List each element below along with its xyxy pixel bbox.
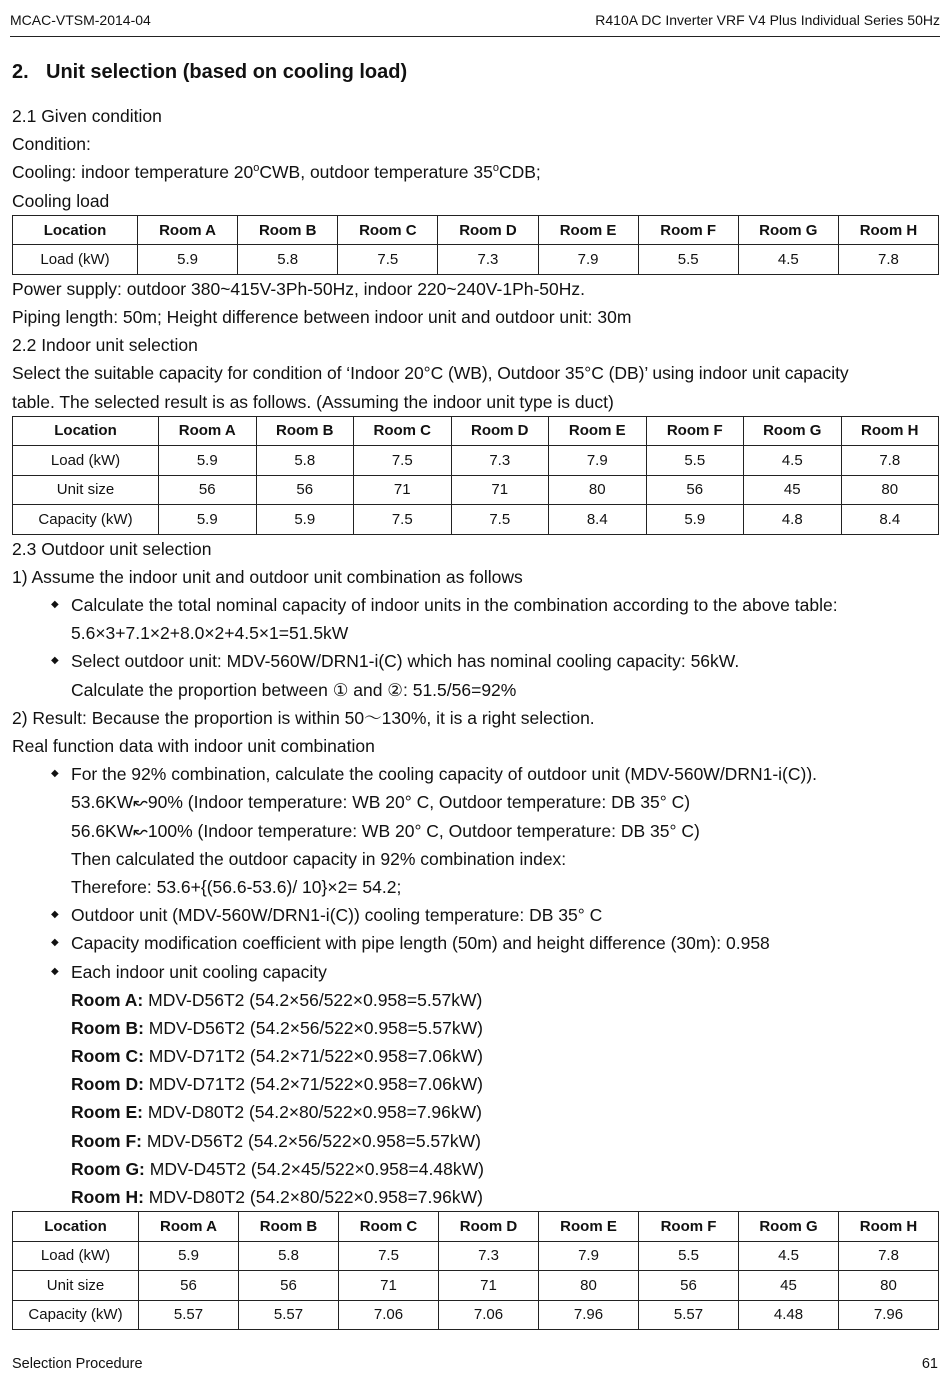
list-item [12, 958, 940, 986]
table-row [13, 1300, 939, 1330]
table-cell: 5.9 [138, 245, 238, 275]
room-capacity-line [12, 1155, 940, 1183]
bullet-icon: ◆ [51, 909, 59, 921]
table-cell: 5.5 [638, 245, 738, 275]
cooling-text-b: CWB, outdoor temperature 35 [259, 162, 493, 183]
indoor-unit-table [12, 416, 939, 535]
list-item [12, 901, 940, 929]
room-header: Room G [738, 215, 838, 245]
real-function-title: Real function data with indoor unit combination [12, 736, 375, 756]
table-cell: 8.4 [549, 505, 647, 535]
table-cell: 7.5 [354, 446, 452, 476]
degree-sup: o [253, 162, 260, 175]
table-cell: 8.4 [841, 505, 939, 535]
room-label: Room H: [71, 1187, 144, 1207]
table-cell: 7.5 [354, 505, 452, 535]
table-row [13, 245, 939, 275]
table-cell: 7.3 [451, 446, 549, 476]
table-cell: 56 [159, 475, 257, 505]
table-cell: 5.8 [239, 1241, 339, 1271]
table-row [13, 1241, 939, 1271]
table-row [13, 505, 939, 535]
table-cell: 80 [549, 475, 647, 505]
room-capacity-text: MDV-D80T2 (54.2×80/522×0.958=7.96kW) [142, 1102, 482, 1123]
table-cell: 5.5 [646, 446, 744, 476]
room-label: Room D: [71, 1074, 144, 1095]
table-cell: 80 [841, 475, 939, 505]
room-header: Room B [256, 416, 354, 446]
table-header-row [13, 215, 939, 245]
section-heading [12, 56, 940, 88]
assume-text: 1) Assume the indoor unit and outdoor unit combination as follows [12, 566, 523, 587]
table-cell: 45 [744, 475, 842, 505]
room-header: Room F [638, 215, 738, 245]
table-cell: 5.9 [159, 505, 257, 535]
room-header: Room E [549, 416, 647, 446]
table-cell: 7.9 [538, 245, 638, 275]
bullet-icon: ◆ [51, 768, 59, 780]
room-capacity-text: MDV-D56T2 (54.2×56/522×0.958=5.57kW) [143, 989, 483, 1010]
room-label: Room E: [71, 1102, 143, 1123]
list-item [12, 760, 940, 788]
page-number: 61 [921, 1356, 938, 1372]
room-label: Room G: [71, 1158, 145, 1179]
row-label: Load (kW) [13, 245, 138, 275]
list-item-text: Outdoor unit (MDV-560W/DRN1-i(C)) cooling temperature: DB 35° C [71, 905, 603, 926]
table-cell: 5.57 [139, 1300, 239, 1330]
table-cell: 7.9 [549, 446, 647, 476]
table-cell: 5.8 [256, 446, 354, 476]
table-row [13, 475, 939, 505]
table-cell: 7.96 [539, 1300, 639, 1330]
table-cell: 56 [256, 475, 354, 505]
table-cell: 7.3 [438, 245, 538, 275]
table-cell: 5.9 [159, 446, 257, 476]
room-capacity-line [12, 1014, 940, 1042]
table-cell: 4.5 [744, 446, 842, 476]
room-capacity-text: MDV-D80T2 (54.2×80/522×0.958=7.96kW) [143, 1187, 483, 1207]
room-header: Room E [539, 1212, 639, 1242]
row-label: Load (kW) [13, 1241, 139, 1271]
table-cell: 71 [354, 475, 452, 505]
room-label: Room F: [71, 1130, 142, 1151]
room-header: Room D [451, 416, 549, 446]
room-header: Room B [239, 1212, 339, 1242]
table-cell: 56 [646, 475, 744, 505]
row-label: Capacity (kW) [13, 1300, 139, 1330]
cooling-load-table [12, 215, 939, 275]
bullet-icon: ◆ [51, 655, 59, 667]
room-capacity-text: MDV-D71T2 (54.2×71/522×0.958=7.06kW) [143, 1074, 483, 1095]
given-title: 2.1 Given condition [12, 106, 162, 126]
room-header: Room E [538, 215, 638, 245]
table-cell: 4.48 [739, 1300, 839, 1330]
power-supply: Power supply: outdoor 380~415V-3Ph-50Hz, indoor 220~240V-1Ph-50Hz. [12, 278, 586, 299]
table-cell: 7.5 [339, 1241, 439, 1271]
list-item-continuation: Therefore: 53.6+{(56.6-53.6)/ 10}×2= 54.2; [71, 876, 402, 897]
room-header: Room C [354, 416, 452, 446]
condition-label: Condition: [12, 134, 91, 155]
table-header-row [13, 416, 939, 446]
table-cell: 7.8 [839, 1241, 939, 1271]
cooling-load-label: Cooling load [12, 190, 110, 211]
room-capacity-text: MDV-D45T2 (54.2×45/522×0.958=4.48kW) [144, 1158, 484, 1179]
outdoor-selection-title: 2.3 Outdoor unit selection [12, 538, 212, 559]
room-capacity-text: MDV-D56T2 (54.2×56/522×0.958=5.57kW) [141, 1130, 481, 1151]
room-header: Room A [138, 215, 238, 245]
room-header: Room H [839, 1212, 939, 1242]
room-capacity-line [12, 1127, 940, 1155]
table-cell: 5.9 [256, 505, 354, 535]
room-capacity-line [12, 986, 940, 1014]
table-row [13, 1271, 939, 1301]
room-header: Room A [139, 1212, 239, 1242]
table-cell: 7.3 [439, 1241, 539, 1271]
list-item [12, 929, 940, 957]
table-cell: 56 [139, 1271, 239, 1301]
section-title: Unit selection (based on cooling load) [46, 61, 408, 83]
list-item-continuation: Calculate the proportion between ① and ②: 51.5/56=92% [71, 679, 517, 700]
room-header: Room D [438, 215, 538, 245]
room-capacity-text: MDV-D71T2 (54.2×71/522×0.958=7.06kW) [143, 1046, 483, 1067]
room-header: Room F [646, 416, 744, 446]
table-cell: 7.96 [839, 1300, 939, 1330]
table-cell: 7.5 [451, 505, 549, 535]
table-cell: 7.06 [339, 1300, 439, 1330]
list-item-text: Calculate the total nominal capacity of indoor units in the combination according to the above table: [71, 595, 838, 616]
piping-length: Piping length: 50m; Height difference between indoor unit and outdoor unit: 30m [12, 306, 632, 327]
table-cell: 5.57 [239, 1300, 339, 1330]
table-cell: 71 [439, 1271, 539, 1301]
room-header: Room B [238, 215, 338, 245]
cooling-text-a: Cooling: indoor temperature 20 [12, 162, 254, 183]
list-item-text: Each indoor unit cooling capacity [71, 961, 327, 982]
list-item-continuation: Then calculated the outdoor capacity in 92% combination index: [71, 848, 567, 869]
room-header: Room H [841, 416, 939, 446]
table-cell: 5.57 [639, 1300, 739, 1330]
table-cell: 7.06 [439, 1300, 539, 1330]
list-item-continuation: 56.6KW↜100% (Indoor temperature: WB 20° C, Outdoor temperature: DB 35° C) [71, 820, 700, 841]
cooling-text-c: CDB; [498, 162, 541, 183]
degree-sup: o [492, 162, 499, 175]
page-content [12, 56, 940, 1330]
list-item-continuation: 5.6×3+7.1×2+8.0×2+4.5×1=51.5kW [71, 623, 349, 644]
table-cell: 71 [451, 475, 549, 505]
room-label: Room B: [71, 1017, 144, 1038]
bullet-icon: ◆ [51, 965, 59, 977]
room-capacity-line [12, 1070, 940, 1098]
list-item-continuation: 53.6KW↜90% (Indoor temperature: WB 20° C, Outdoor temperature: DB 35° C) [71, 792, 691, 813]
location-header: Location [13, 1212, 139, 1242]
row-label: Load (kW) [13, 446, 159, 476]
indoor-selection-text-1: Select the suitable capacity for condition of ‘Indoor 20°C (WB), Outdoor 35°C (DB)’ using indoor unit capacity [12, 363, 849, 384]
table-cell: 80 [839, 1271, 939, 1301]
section-number: 2. [12, 61, 29, 83]
list-item-text: Select outdoor unit: MDV-560W/DRN1-i(C) which has nominal cooling capacity: 56kW. [71, 651, 740, 672]
bullet-icon: ◆ [51, 937, 59, 949]
row-label: Capacity (kW) [13, 505, 159, 535]
page-header [10, 12, 940, 37]
table-cell: 7.9 [539, 1241, 639, 1271]
room-header: Room C [338, 215, 438, 245]
room-label: Room A: [71, 989, 144, 1010]
room-header: Room C [339, 1212, 439, 1242]
table-cell: 80 [539, 1271, 639, 1301]
table-header-row [13, 1212, 939, 1242]
table-cell: 4.8 [744, 505, 842, 535]
final-capacity-table [12, 1211, 939, 1330]
room-header: Room G [739, 1212, 839, 1242]
room-header: Room D [439, 1212, 539, 1242]
page-footer [12, 1356, 938, 1372]
doc-series: R410A DC Inverter VRF V4 Plus Individual Series 50Hz [595, 12, 940, 28]
table-cell: 5.8 [238, 245, 338, 275]
list-item [12, 647, 940, 675]
result-text: 2) Result: Because the proportion is within 50～130%, it is a right selection. [12, 707, 595, 728]
list-item-text: For the 92% combination, calculate the cooling capacity of outdoor unit (MDV-560W/DRN1-i(C)). [71, 764, 818, 785]
table-cell: 7.5 [338, 245, 438, 275]
table-cell: 7.8 [841, 446, 939, 476]
table-cell: 5.5 [639, 1241, 739, 1271]
table-cell: 56 [639, 1271, 739, 1301]
list-item [12, 591, 940, 619]
room-capacity-line [12, 1183, 940, 1211]
table-cell: 71 [339, 1271, 439, 1301]
table-cell: 4.5 [738, 245, 838, 275]
doc-code: MCAC-VTSM-2014-04 [10, 12, 151, 28]
indoor-selection-title: 2.2 Indoor unit selection [12, 335, 198, 356]
table-cell: 45 [739, 1271, 839, 1301]
room-label: Room C: [71, 1046, 144, 1067]
footer-section: Selection Procedure [12, 1356, 143, 1372]
room-header: Room G [744, 416, 842, 446]
list-item-text: Capacity modification coefficient with pipe length (50m) and height difference (30m): 0.958 [71, 933, 770, 954]
indoor-selection-text-2: table. The selected result is as follows. (Assuming the indoor unit type is duct) [12, 391, 614, 412]
room-capacity-text: MDV-D56T2 (54.2×56/522×0.958=5.57kW) [143, 1017, 483, 1038]
location-header: Location [13, 215, 138, 245]
row-label: Unit size [13, 475, 159, 505]
location-header: Location [13, 416, 159, 446]
room-header: Room A [159, 416, 257, 446]
bullet-icon: ◆ [51, 599, 59, 611]
room-header: Room H [838, 215, 938, 245]
room-capacity-line [12, 1098, 940, 1126]
table-cell: 5.9 [646, 505, 744, 535]
room-capacity-line [12, 1042, 940, 1070]
room-header: Room F [639, 1212, 739, 1242]
table-cell: 5.9 [139, 1241, 239, 1271]
table-cell: 7.8 [838, 245, 938, 275]
row-label: Unit size [13, 1271, 139, 1301]
table-row [13, 446, 939, 476]
table-cell: 4.5 [739, 1241, 839, 1271]
cooling-condition [12, 158, 940, 186]
table-cell: 56 [239, 1271, 339, 1301]
